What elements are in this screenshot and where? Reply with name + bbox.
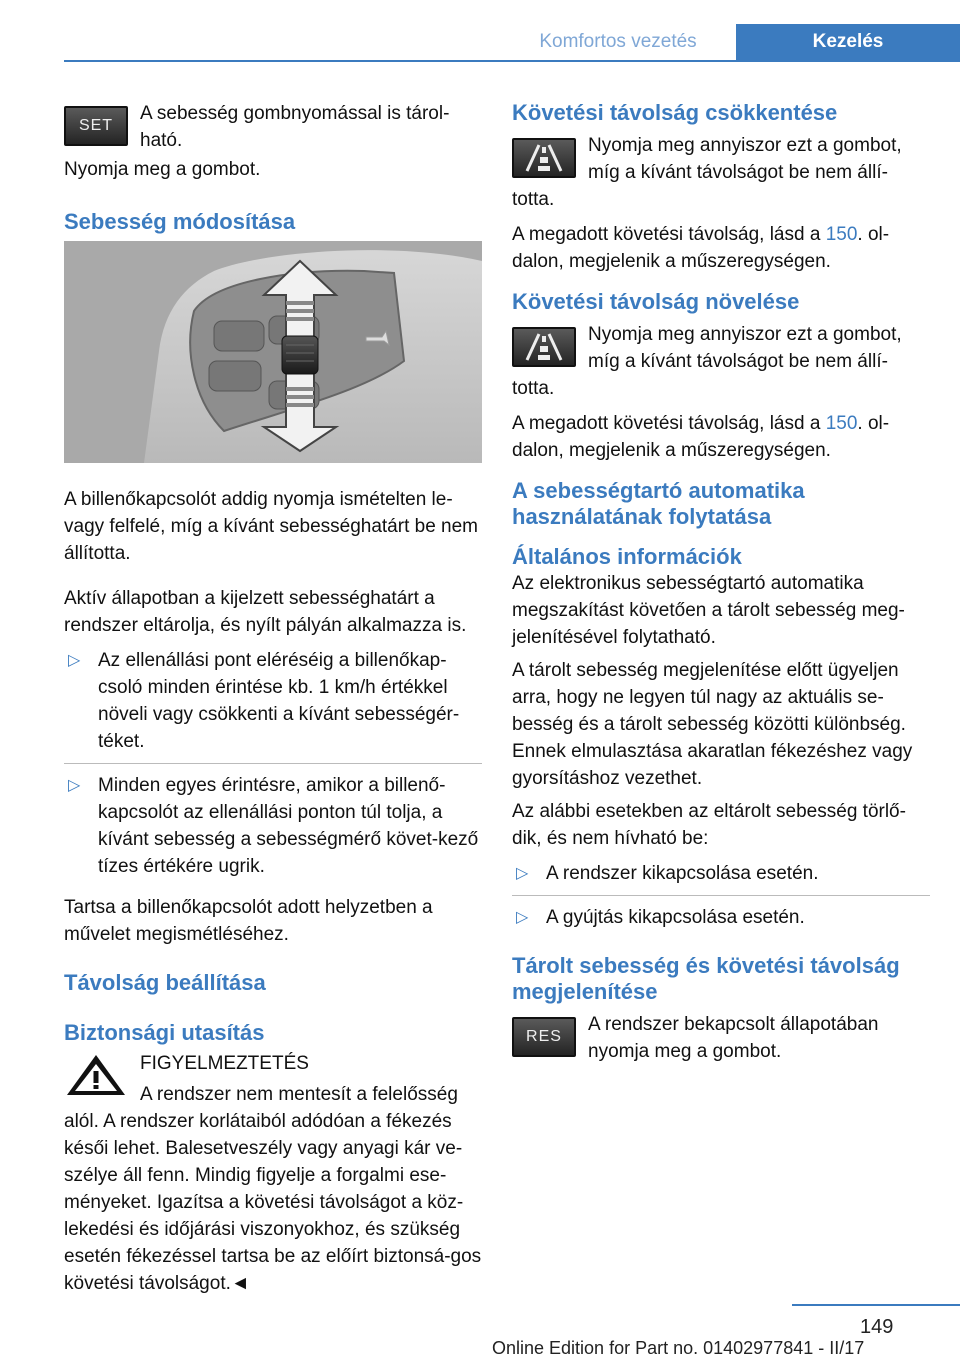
warning-triangle-icon — [64, 1052, 128, 1098]
res-button-row — [512, 1011, 930, 1065]
general-text-1: Az elektronikus sebességtartó automatika megszakítást követően a tárolt sebesség meg-jelenítésével folytatható. — [512, 573, 905, 648]
heading-distance-setting: Távolság beállítása — [64, 970, 266, 995]
list-item: ▷ A rendszer kikapcsolása esetén. — [512, 860, 930, 896]
paragraph-rocker: A billenőkapcsolót addig nyomja ismételten le- vagy felfelé, míg a kívánt sebességhatárt be nem állította. — [64, 489, 479, 564]
header-tab-kezeles[interactable]: Kezelés — [736, 24, 960, 60]
steering-wheel-rocker-switch-image — [64, 241, 482, 463]
distance-button-row-2 — [512, 321, 930, 402]
heading-resume: A sebességtartó automatika használatának folytatása — [512, 478, 805, 529]
set-text: A sebesség gombnyomással is tárol-ható. — [140, 103, 450, 151]
triangle-bullet-icon: ▷ — [516, 909, 529, 926]
list-item: ▷ Minden egyes érintésre, amikor a billenő-kapcsolót az ellenállási ponton túl tolja, a kívánt sebesség a sebességmérő követ-kező tízes értékére ugrik. — [64, 772, 482, 888]
heading-safety: Biztonsági utasítás — [64, 1020, 265, 1045]
paragraph-active: Aktív állapotban a kijelzett sebességhatárt a rendszer eltárolja, és nyílt pályán alkalmazza is. — [64, 588, 467, 636]
distance-shown-text: A megadott követési távolság, lásd a 150. ol-dalon, megjelenik a műszeregységen. — [512, 224, 890, 272]
speed-bullet-list — [64, 647, 482, 888]
warning-block — [64, 1050, 482, 1307]
distance-button-icon — [512, 327, 576, 367]
press-text: Nyomja meg a gombot. — [64, 159, 261, 180]
res-button-icon: RES — [512, 1017, 576, 1057]
list-item: ▷ A gyújtás kikapcsolása esetén. — [512, 904, 930, 939]
press-repeat-text: Nyomja meg annyiszor ezt a gombot, míg a kívánt távolságot be nem állí-totta. — [512, 135, 902, 210]
page-number: 149 — [860, 1316, 894, 1338]
set-button-icon: SET — [64, 106, 128, 146]
triangle-bullet-icon: ▷ — [68, 652, 81, 669]
footer-divider — [792, 1304, 960, 1306]
warning-text: A rendszer nem mentesít a felelősség alól. A rendszer korlátaiból adódóan a fékezés késői lehet. Balesetveszély vagy anyagi kár ve-szélye áll fenn. Mindig figyelje a forgalmi ese-ményeket. Igazítsa a követési távolságot a köz-lekedési és időjárási viszonyokhoz, és szükség esetén fékezéssel tartsa be az előírt biztonsá-gos követési távolságot.◄ — [64, 1084, 482, 1294]
heading-display-stored: Tárolt sebesség és követési távolság megjelenítése — [512, 953, 900, 1004]
left-column — [64, 100, 482, 1307]
page-reference-link[interactable]: 150 — [825, 224, 858, 245]
general-text-3: Az alábbi esetekben az eltárolt sebesség törlő-dik, és nem hívható be: — [512, 801, 906, 849]
warning-title: FIGYELMEZTETÉS — [140, 1053, 309, 1074]
set-button-row — [64, 100, 482, 154]
page-reference-link[interactable]: 150 — [825, 413, 858, 434]
edition-text: Online Edition for Part no. 01402977841 - II/17 — [492, 1338, 865, 1358]
heading-increase-distance: Követési távolság növelése — [512, 289, 800, 314]
heading-general-info: Általános információk — [512, 544, 742, 569]
heading-decrease-distance: Követési távolság csökkentése — [512, 100, 838, 125]
general-text-2: A tárolt sebesség megjelenítése előtt ügyeljen arra, hogy ne legyen túl nagy az aktuális se-besség és a tárolt sebesség közötti különbség. Ennek elmulasztása akaratlan fékezéshez vagy gyorsításhoz vezethet. — [512, 660, 913, 789]
list-item: ▷ Az ellenállási pont eléréséig a billenőkap-csoló minden érintése kb. 1 km/h értékkel növeli vagy csökkenti a kívánt sebességér-téket. — [64, 647, 482, 764]
press-repeat-text: Nyomja meg annyiszor ezt a gombot, míg a kívánt távolságot be nem állí-totta. — [512, 324, 902, 399]
distance-button-icon — [512, 138, 576, 178]
heading-speed-change: Sebesség módosítása — [64, 209, 296, 234]
res-text: A rendszer bekapcsolt állapotában nyomja meg a gombot. — [588, 1014, 879, 1062]
triangle-bullet-icon: ▷ — [516, 865, 529, 882]
header-tab-komfortos[interactable]: Komfortos vezetés — [500, 24, 736, 60]
header-divider — [64, 60, 960, 62]
triangle-bullet-icon: ▷ — [68, 777, 81, 794]
clear-bullet-list — [512, 860, 930, 939]
distance-button-row — [512, 132, 930, 213]
distance-shown-text: A megadott követési távolság, lásd a 150. ol-dalon, megjelenik a műszeregységen. — [512, 413, 890, 461]
right-column — [512, 100, 930, 1067]
paragraph-hold: Tartsa a billenőkapcsolót adott helyzetben a művelet megismétléséhez. — [64, 897, 433, 945]
